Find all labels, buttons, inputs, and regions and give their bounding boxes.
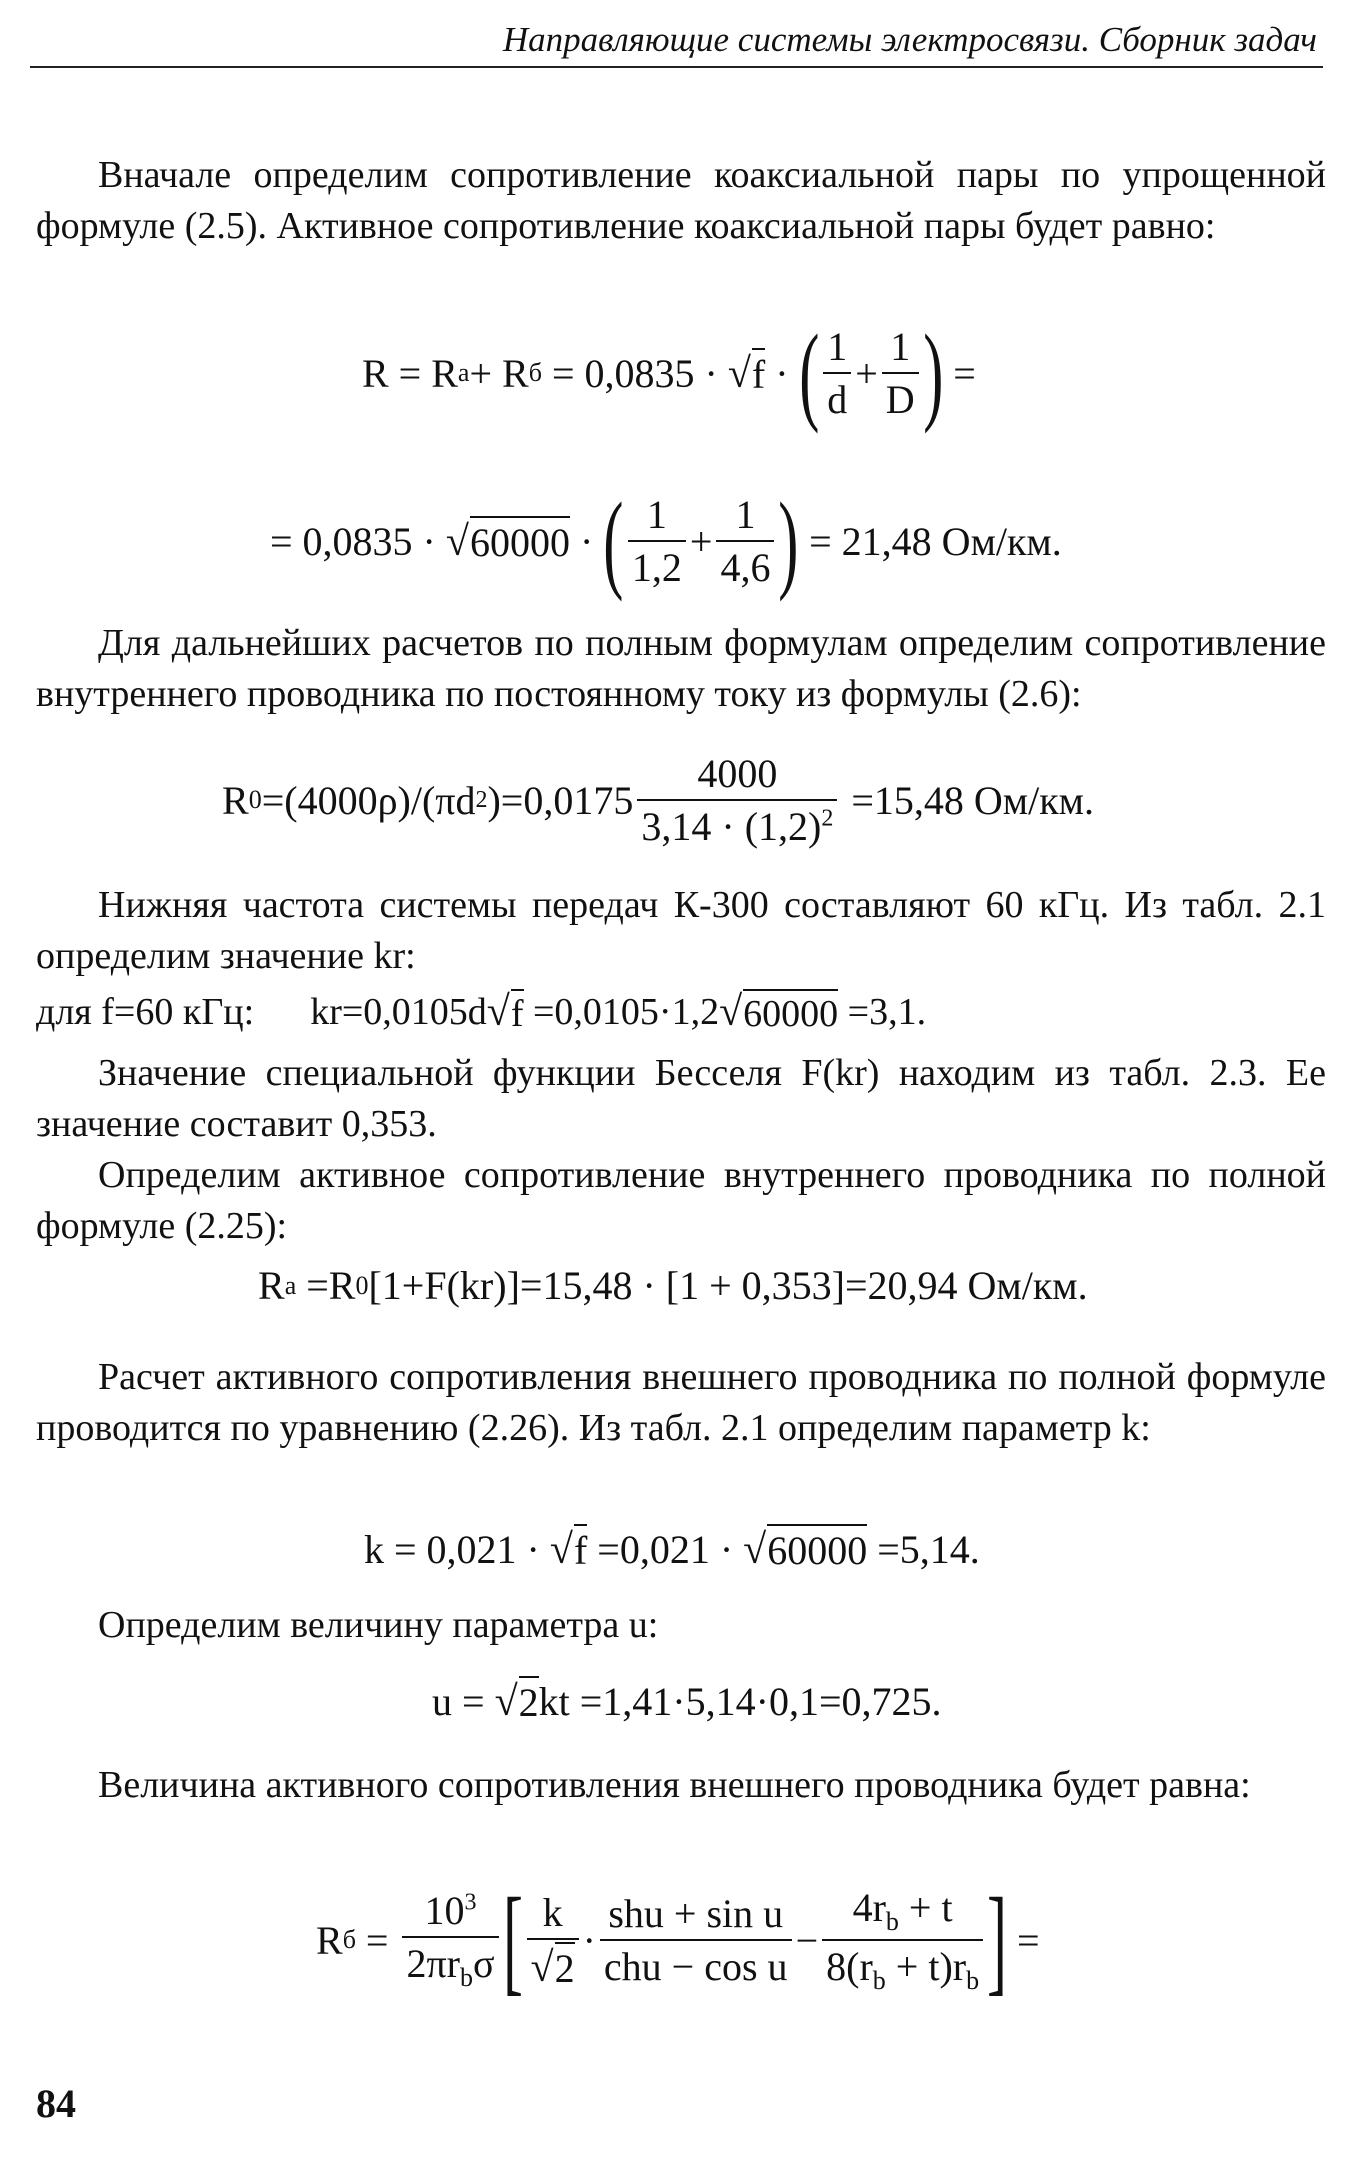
paragraph-2: Для дальнейших расчетов по полным формулам определим сопротивление внутреннего проводника по постоянному току из формулы (2.6):	[36, 622, 1326, 715]
fraction: $\frac{1}{1,2}$	[628, 491, 686, 591]
running-header: Направляющие системы электросвязи. Сборник задач	[502, 20, 1317, 59]
fraction: $\frac{10^3}{2\pi r_b\sigma}$	[402, 1887, 498, 1993]
paragraph-4: Значение специальной функции Бесселя F(kr) находим из табл. 2.3. Ее значение составит 0,353.	[36, 1052, 1326, 1145]
fraction: $\frac{\text{shu + sin u}}{\text{chu − cos u}}$	[600, 1890, 792, 1990]
fraction: $\frac{1}{D}$	[882, 323, 919, 423]
formula-ra: R а =R 0 [1+F(kr)]=15,48 · [1 + 0,353]=20,94 Ом/км.	[258, 1263, 1088, 1308]
paragraph-7: Определим величину параметра u:	[98, 1604, 659, 1646]
sqrt-symbol: √ 2	[495, 1676, 539, 1726]
paragraph-5: Определим активное сопротивление внутреннего проводника по полной формуле (2.25):	[36, 1154, 1326, 1247]
sqrt-symbol: √ f	[728, 348, 765, 398]
fraction: $\frac{4r_b + t}{8(r_b + t)r_b}$	[822, 1884, 983, 1996]
paragraph-6: Расчет активного сопротивления внешнего проводника по полной формуле проводится по уравнению (2.26). Из табл. 2.1 определим параметр k:	[36, 1356, 1326, 1449]
paragraph-3: Нижняя частота системы передач К-300 составляют 60 кГц. Из табл. 2.1 определим значение kr:	[36, 884, 1326, 977]
sqrt-symbol: √ f	[486, 989, 524, 1035]
sqrt-symbol: √ 60000	[446, 516, 570, 566]
fraction: k √ 2	[527, 1889, 579, 1992]
fraction: $\frac{1}{d}$	[823, 323, 851, 423]
paragraph-1: Вначале определим сопротивление коаксиальной пары по упрощенной формуле (2.5). Активное сопротивление коаксиальной пары будет равно:	[36, 154, 1326, 247]
page-number: 84	[36, 2081, 76, 2126]
header-rule	[30, 66, 1323, 68]
formula-u: u = √ 2 kt =1,41·5,14·0,1=0,725.	[432, 1676, 942, 1726]
fraction: $\frac{4000}{3,14 \cdot (1,2)^2}$	[637, 750, 837, 850]
formula-r0: R 0 =(4000ρ)/(πd 2 )=0,0175 $\frac{4000}{3,14 \cdot (1,2)^2}$ =15,48 Ом/км.	[222, 751, 1094, 849]
sqrt-symbol: √ f	[550, 1524, 587, 1574]
fraction: $\frac{1}{4,6}$	[716, 491, 774, 591]
formula-k: k = 0,021 · √ f =0,021 · √ 60000 =5,14.	[364, 1524, 980, 1574]
formula-resistance-numeric: = 0,0835 · √ 60000 · ( $\frac{1}{1,2}$ + $\frac{1}{4,6}$ ) = 21,48 Ом/км.	[270, 480, 1062, 602]
formula-rb: R б = $\frac{10^3}{2\pi r_b\sigma}$ [ k √ 2 · $\frac{\text{shu + sin u}}{\text{chu − cos u}}$ − $\frac{4r_b + t}{8(r_b + t)r_b}$ ] =	[316, 1873, 1040, 2006]
sqrt-symbol: √ 60000	[743, 1524, 867, 1574]
sqrt-symbol: √ 60000	[719, 989, 839, 1035]
formula-resistance-simplified: R = R а + R б = 0,0835 · √ f · ( $\frac{1}{d}$ + $\frac{1}{D}$ ) =	[362, 312, 976, 434]
paragraph-8: Величина активного сопротивления внешнего проводника будет равна:	[98, 1764, 1251, 1806]
formula-kr: для f=60 кГц: kr=0,0105d √ f =0,0105·1,2 √ 60000 =3,1.	[36, 989, 927, 1035]
